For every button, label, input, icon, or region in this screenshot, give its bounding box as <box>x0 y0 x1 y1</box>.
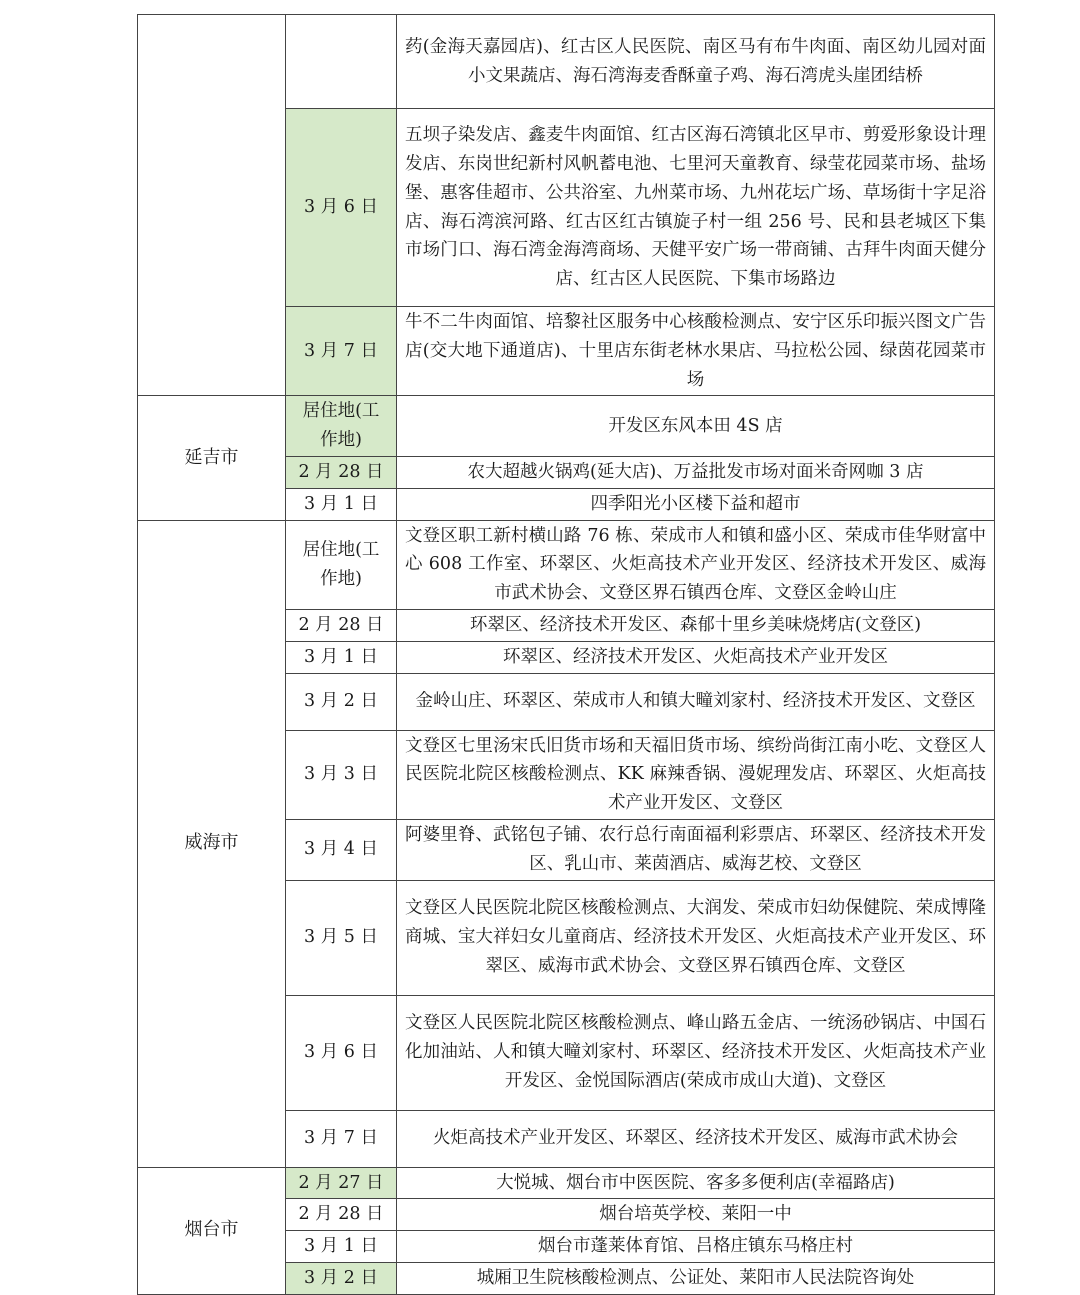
table-row <box>138 520 995 609</box>
date-cell <box>286 15 397 109</box>
locations-cell: 环翠区、经济技术开发区、火炬高技术产业开发区 <box>397 641 995 673</box>
locations-cell: 开发区东风本田 4S 店 <box>397 396 995 457</box>
date-cell: 3 月 6 日 <box>286 995 397 1110</box>
locations-cell: 环翠区、经济技术开发区、森郁十里乡美味烧烤店(文登区) <box>397 609 995 641</box>
table-row <box>138 1167 995 1199</box>
date-cell: 2 月 28 日 <box>286 1199 397 1231</box>
date-cell: 3 月 1 日 <box>286 641 397 673</box>
date-cell: 3 月 3 日 <box>286 730 397 819</box>
locations-cell: 阿婆里脊、武铭包子铺、农行总行南面福利彩票店、环翠区、经济技术开发区、乳山市、莱茵酒店、威海艺校、文登区 <box>397 819 995 880</box>
date-cell: 3 月 7 日 <box>286 1110 397 1167</box>
locations-cell: 金岭山庄、环翠区、荣成市人和镇大疃刘家村、经济技术开发区、文登区 <box>397 673 995 730</box>
date-cell: 3 月 6 日 <box>286 109 397 307</box>
locations-cell: 药(金海天嘉园店)、红古区人民医院、南区马有布牛肉面、南区幼儿园对面小文果蔬店、海石湾海麦香酥童子鸡、海石湾虎头崖团结桥 <box>397 15 995 109</box>
locations-cell: 烟台市蓬莱体育馆、吕格庄镇东马格庄村 <box>397 1231 995 1263</box>
locations-cell: 城厢卫生院核酸检测点、公证处、莱阳市人民法院咨询处 <box>397 1262 995 1294</box>
date-cell: 3 月 1 日 <box>286 488 397 520</box>
locations-cell: 牛不二牛肉面馆、培黎社区服务中心核酸检测点、安宁区乐印振兴图文广告店(交大地下通道店)、十里店东街老林水果店、马拉松公园、绿茵花园菜市场 <box>397 307 995 396</box>
locations-cell: 五坝子染发店、鑫麦牛肉面馆、红古区海石湾镇北区早市、剪爱形象设计理发店、东岗世纪新村风帆蓄电池、七里河天童教育、绿莹花园菜市场、盐场堡、惠客佳超市、公共浴室、九州菜市场、九州花坛广场、草场街十字足浴店、海石湾滨河路、红古区红古镇旋子村一组 256 号、民和县老城区下集市场门口、海石湾金海湾商场、天健平安广场一带商铺、古拜牛肉面天健分店、红古区人民医院、下集市场路边 <box>397 109 995 307</box>
date-cell: 3 月 2 日 <box>286 1262 397 1294</box>
location-table-body <box>138 15 995 1295</box>
table-row <box>138 15 995 109</box>
date-cell: 3 月 2 日 <box>286 673 397 730</box>
city-cell: 烟台市 <box>138 1167 286 1294</box>
date-cell: 3 月 1 日 <box>286 1231 397 1263</box>
date-cell: 3 月 4 日 <box>286 819 397 880</box>
locations-cell: 烟台培英学校、莱阳一中 <box>397 1199 995 1231</box>
date-cell: 3 月 5 日 <box>286 880 397 995</box>
locations-cell: 农大超越火锅鸡(延大店)、万益批发市场对面米奇网咖 3 店 <box>397 456 995 488</box>
locations-cell: 文登区人民医院北院区核酸检测点、峰山路五金店、一统汤砂锅店、中国石化加油站、人和镇大疃刘家村、环翠区、经济技术开发区、火炬高技术产业开发区、金悦国际酒店(荣成市成山大道)、文登区 <box>397 995 995 1110</box>
date-cell: 2 月 27 日 <box>286 1167 397 1199</box>
date-cell: 2 月 28 日 <box>286 609 397 641</box>
locations-cell: 文登区人民医院北院区核酸检测点、大润发、荣成市妇幼保健院、荣成博隆商城、宝大祥妇女儿童商店、经济技术开发区、火炬高技术产业开发区、环翠区、威海市武术协会、文登区界石镇西仓库、文登区 <box>397 880 995 995</box>
locations-cell: 文登区职工新村横山路 76 栋、荣成市人和镇和盛小区、荣成市佳华财富中心 608 工作室、环翠区、火炬高技术产业开发区、经济技术开发区、威海市武术协会、文登区界石镇西仓库、文登区金岭山庄 <box>397 520 995 609</box>
locations-cell: 文登区七里汤宋氏旧货市场和天福旧货市场、缤纷尚街江南小吃、文登区人民医院北院区核酸检测点、KK 麻辣香锅、漫妮理发店、环翠区、火炬高技术产业开发区、文登区 <box>397 730 995 819</box>
city-cell: 威海市 <box>138 520 286 1167</box>
locations-cell: 四季阳光小区楼下益和超市 <box>397 488 995 520</box>
locations-cell: 火炬高技术产业开发区、环翠区、经济技术开发区、威海市武术协会 <box>397 1110 995 1167</box>
table-row <box>138 396 995 457</box>
city-cell: 延吉市 <box>138 396 286 520</box>
date-cell: 2 月 28 日 <box>286 456 397 488</box>
locations-cell: 大悦城、烟台市中医医院、客多多便利店(幸福路店) <box>397 1167 995 1199</box>
location-table <box>137 14 995 1295</box>
date-cell: 3 月 7 日 <box>286 307 397 396</box>
date-cell: 居住地(工作地) <box>286 396 397 457</box>
city-cell <box>138 15 286 396</box>
date-cell: 居住地(工作地) <box>286 520 397 609</box>
